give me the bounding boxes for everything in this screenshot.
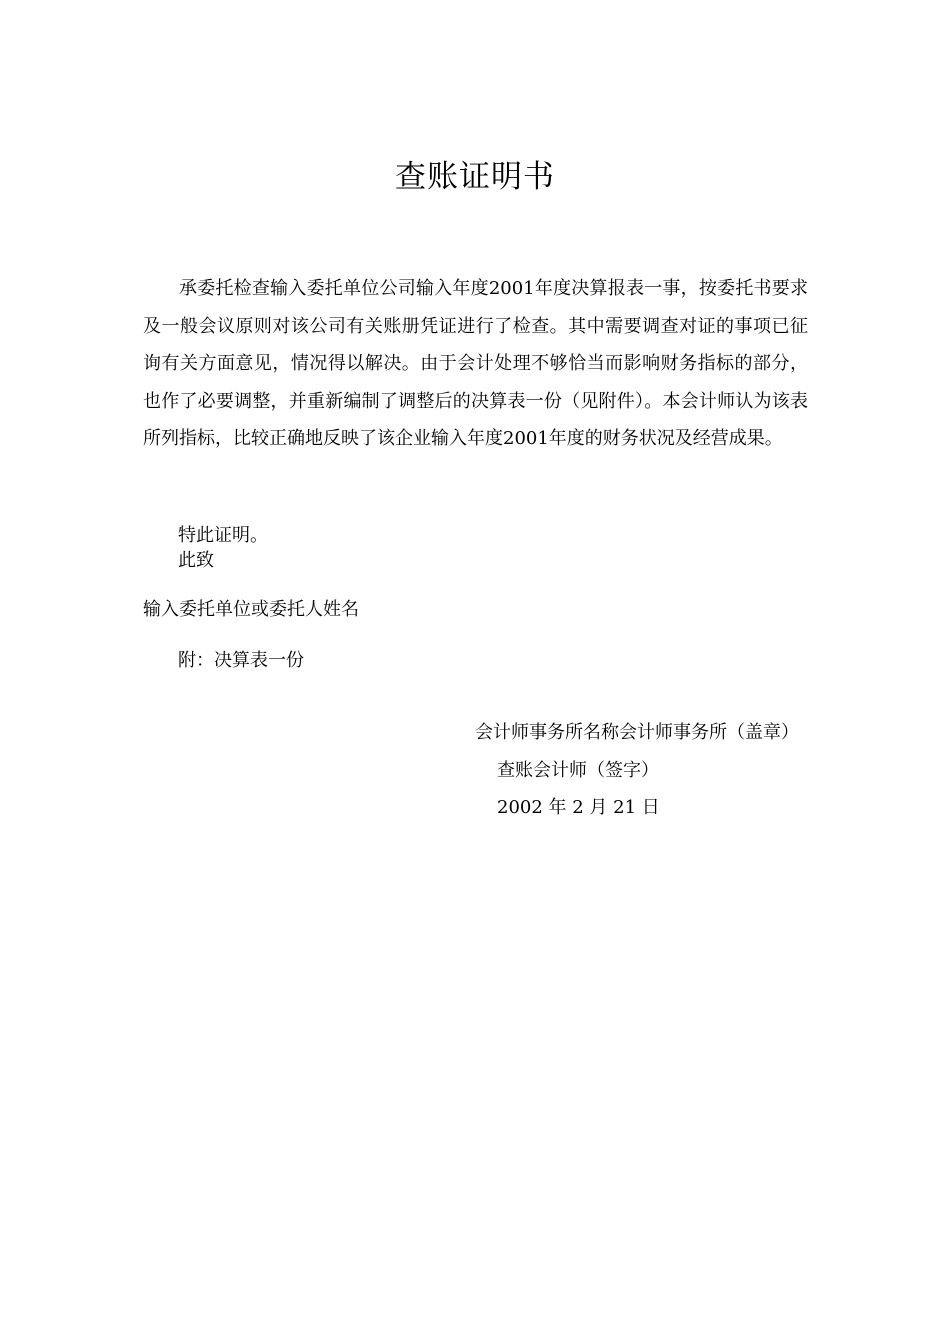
closing-statement: 特此证明。: [178, 525, 268, 546]
body-paragraph: 承委托检查输入委托单位公司输入年度2001年度决算报表一事，按委托书要求及一般会议原则对该公司有关账册凭证进行了检查。其中需要调查对证的事项已征询有关方面意见，情况得以解决。由于会计处理不够恰当而影响财务指标的部分，也作了必要调整，并重新编制了调整后的决算表一份（见附件）。本会计师认为该表所列指标，比较正确地反映了该企业输入年度2001年度的财务状况及经营成果。: [143, 278, 808, 449]
document-date: 2002 年 2 月 21 日: [497, 797, 660, 818]
document-title: 查账证明书: [395, 159, 555, 195]
attachment-note: 附：决算表一份: [178, 650, 304, 671]
recipient-name: 输入委托单位或委托人姓名: [143, 599, 359, 620]
auditor-signature: 查账会计师（签字）: [497, 760, 659, 781]
firm-signature: 会计师事务所名称会计师事务所（盖章）: [475, 722, 799, 743]
salutation: 此致: [178, 550, 214, 571]
